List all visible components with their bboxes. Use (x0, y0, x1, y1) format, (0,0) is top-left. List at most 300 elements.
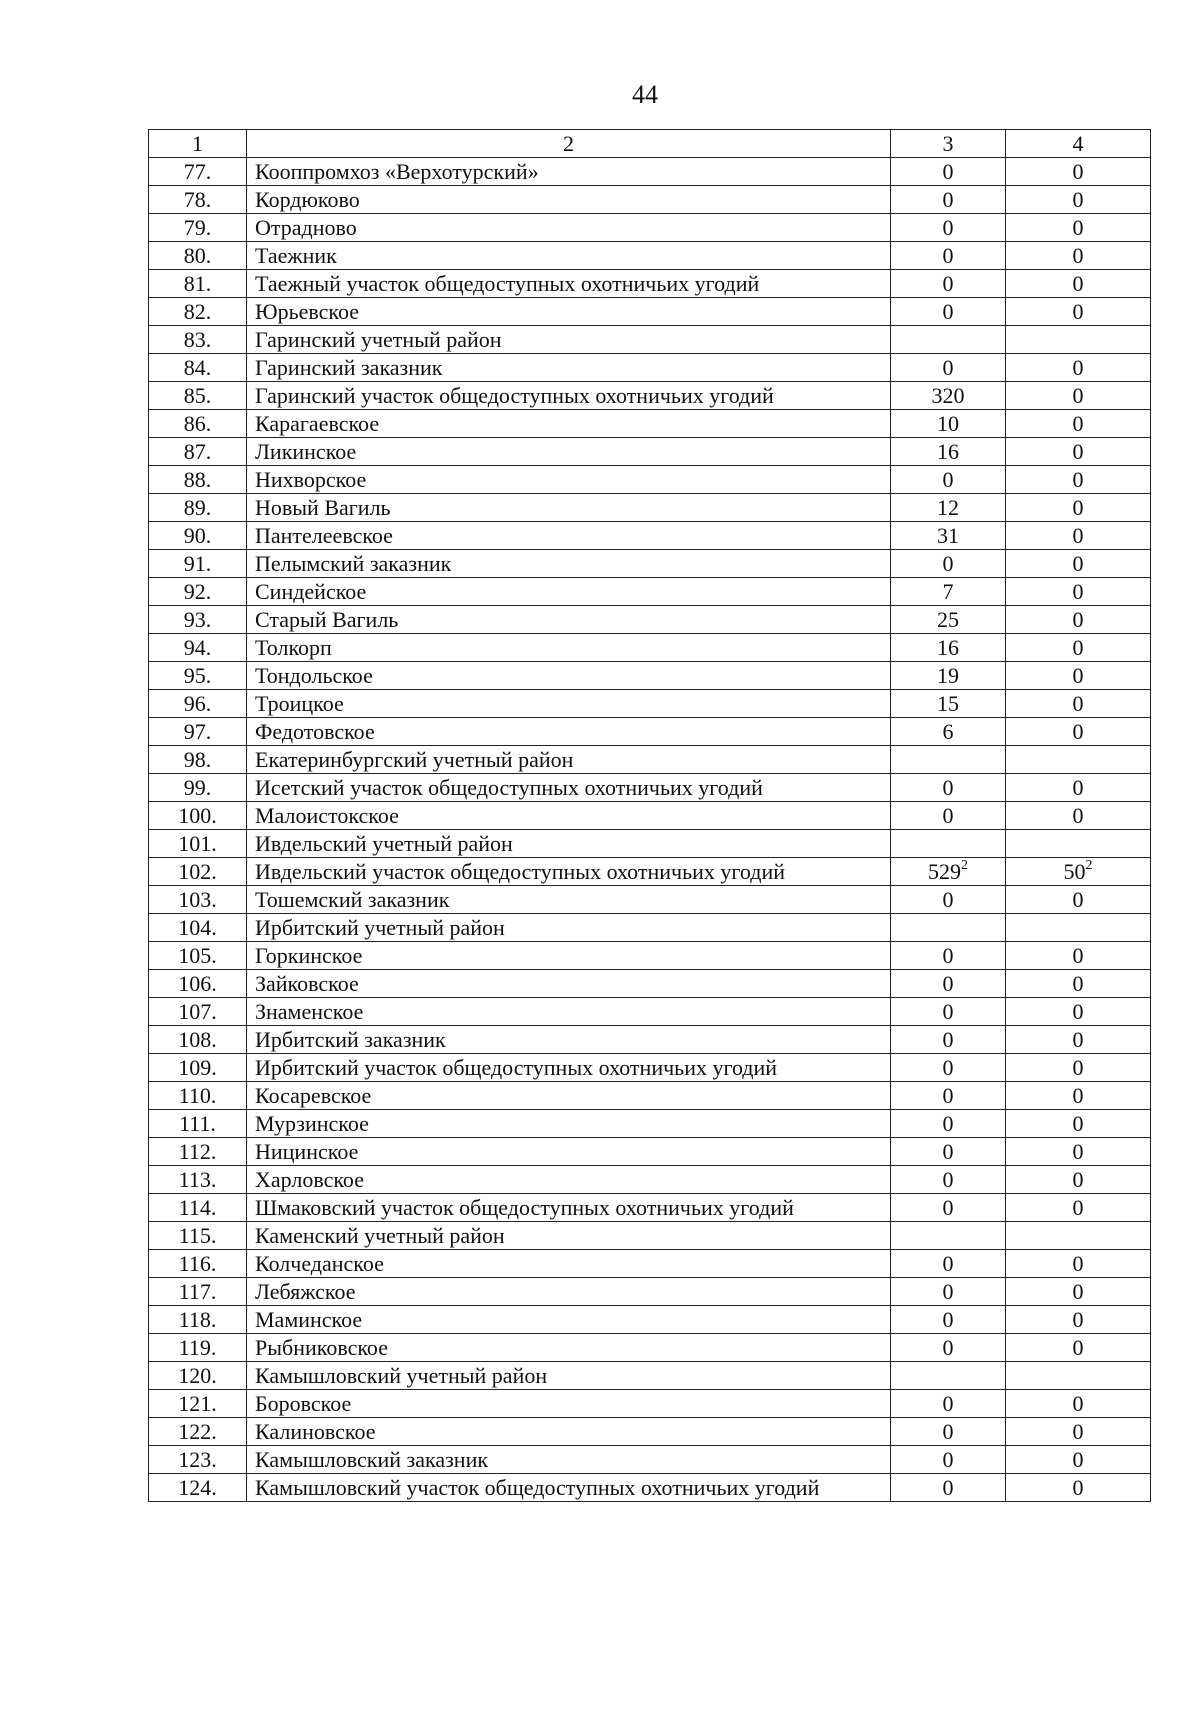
row-value-col3 (891, 354, 1006, 382)
row-number: 119. (149, 1334, 247, 1362)
row-value-col3 (891, 1082, 1006, 1110)
value-text: 7 (942, 579, 954, 604)
table-row (149, 858, 1151, 886)
row-value-col4 (1006, 998, 1151, 1026)
value-text: 0 (1072, 691, 1084, 716)
row-number: 107. (149, 998, 247, 1026)
row-name: Исетский участок общедоступных охотничьих угодий (247, 774, 891, 802)
table-row (149, 522, 1151, 550)
row-number: 96. (149, 690, 247, 718)
table-row (149, 970, 1151, 998)
row-value-col4 (1006, 914, 1151, 942)
row-value-col3 (891, 606, 1006, 634)
value-text: 0 (942, 999, 954, 1024)
row-number: 83. (149, 326, 247, 354)
row-number: 108. (149, 1026, 247, 1054)
row-value-col3 (891, 690, 1006, 718)
row-value-col4 (1006, 1138, 1151, 1166)
row-number: 114. (149, 1194, 247, 1222)
row-name: Шмаковский участок общедоступных охотничьих угодий (247, 1194, 891, 1222)
table-row (149, 1194, 1151, 1222)
table-row (149, 690, 1151, 718)
row-value-col3 (891, 1390, 1006, 1418)
row-value-col4 (1006, 1026, 1151, 1054)
row-value-col4 (1006, 830, 1151, 858)
row-number: 120. (149, 1362, 247, 1390)
table-row (149, 1110, 1151, 1138)
value-text: 0 (1072, 971, 1084, 996)
row-value-col3 (891, 802, 1006, 830)
row-number: 99. (149, 774, 247, 802)
row-value-col3 (891, 858, 1006, 886)
row-value-col4 (1006, 1110, 1151, 1138)
row-number: 91. (149, 550, 247, 578)
row-value-col3 (891, 1054, 1006, 1082)
row-name: Екатеринбургский учетный район (247, 746, 891, 774)
value-text: 0 (942, 271, 954, 296)
value-text: 0 (1072, 887, 1084, 912)
row-name: Гаринский участок общедоступных охотничьих угодий (247, 382, 891, 410)
value-text: 0 (1072, 1139, 1084, 1164)
row-number: 109. (149, 1054, 247, 1082)
table-row (149, 186, 1151, 214)
row-number: 123. (149, 1446, 247, 1474)
row-name: Каменский учетный район (247, 1222, 891, 1250)
value-text: 16 (937, 439, 959, 464)
row-name: Камышловский учетный район (247, 1362, 891, 1390)
table-row (149, 1418, 1151, 1446)
row-value-col3 (891, 1222, 1006, 1250)
row-value-col4 (1006, 690, 1151, 718)
value-text: 0 (942, 803, 954, 828)
value-text: 0 (942, 467, 954, 492)
value-text: 0 (1072, 1027, 1084, 1052)
row-value-col3 (891, 326, 1006, 354)
row-value-col4 (1006, 326, 1151, 354)
row-name: Федотовское (247, 718, 891, 746)
row-number: 80. (149, 242, 247, 270)
value-text: 0 (1072, 1279, 1084, 1304)
row-number: 89. (149, 494, 247, 522)
row-name: Кордюково (247, 186, 891, 214)
column-header-name: 2 (247, 130, 891, 158)
row-name: Гаринский учетный район (247, 326, 891, 354)
row-value-col3 (891, 830, 1006, 858)
table-row (149, 326, 1151, 354)
row-name: Знаменское (247, 998, 891, 1026)
table-row (149, 634, 1151, 662)
value-text: 16 (937, 635, 959, 660)
row-value-col3 (891, 1362, 1006, 1390)
value-text: 0 (942, 1419, 954, 1444)
row-value-col3 (891, 1474, 1006, 1502)
row-number: 101. (149, 830, 247, 858)
value-text: 0 (1072, 999, 1084, 1024)
value-text: 0 (942, 1111, 954, 1136)
value-text: 0 (1072, 439, 1084, 464)
value-text: 50 (1063, 859, 1086, 884)
row-value-col3 (891, 662, 1006, 690)
value-text: 0 (1072, 551, 1084, 576)
row-name: Ницинское (247, 1138, 891, 1166)
row-number: 122. (149, 1418, 247, 1446)
row-value-col4 (1006, 578, 1151, 606)
row-number: 124. (149, 1474, 247, 1502)
table-row (149, 494, 1151, 522)
row-number: 90. (149, 522, 247, 550)
row-name: Боровское (247, 1390, 891, 1418)
row-value-col4 (1006, 970, 1151, 998)
row-value-col4 (1006, 1082, 1151, 1110)
value-text: 0 (1072, 495, 1084, 520)
value-text: 0 (1072, 159, 1084, 184)
table-row (149, 1278, 1151, 1306)
table-row (149, 242, 1151, 270)
row-value-col3 (891, 550, 1006, 578)
row-name: Нихворское (247, 466, 891, 494)
row-value-col4 (1006, 1334, 1151, 1362)
row-number: 113. (149, 1166, 247, 1194)
value-text: 0 (1072, 411, 1084, 436)
row-number: 104. (149, 914, 247, 942)
row-name: Юрьевское (247, 298, 891, 326)
row-name: Старый Вагиль (247, 606, 891, 634)
page-number: 44 (632, 80, 658, 109)
value-text: 0 (1072, 1475, 1084, 1500)
row-value-col3 (891, 1334, 1006, 1362)
table-row (149, 606, 1151, 634)
table-row (149, 466, 1151, 494)
value-text: 0 (1072, 607, 1084, 632)
row-number: 106. (149, 970, 247, 998)
row-value-col4 (1006, 550, 1151, 578)
row-number: 97. (149, 718, 247, 746)
row-value-col3 (891, 886, 1006, 914)
row-value-col3 (891, 410, 1006, 438)
row-value-col3 (891, 382, 1006, 410)
value-text: 0 (942, 887, 954, 912)
value-text: 0 (942, 1251, 954, 1276)
row-value-col4 (1006, 634, 1151, 662)
value-text: 0 (942, 1139, 954, 1164)
value-text: 0 (942, 551, 954, 576)
value-text: 0 (942, 1279, 954, 1304)
table-row (149, 410, 1151, 438)
table-row (149, 382, 1151, 410)
row-value-col3 (891, 718, 1006, 746)
row-value-col3 (891, 158, 1006, 186)
value-text: 0 (1072, 1391, 1084, 1416)
value-text: 0 (942, 1167, 954, 1192)
row-value-col4 (1006, 1222, 1151, 1250)
row-value-col3 (891, 438, 1006, 466)
row-value-col4 (1006, 1250, 1151, 1278)
value-text: 0 (1072, 1167, 1084, 1192)
row-number: 118. (149, 1306, 247, 1334)
value-text: 0 (942, 971, 954, 996)
row-value-col4 (1006, 662, 1151, 690)
row-value-col4 (1006, 1362, 1151, 1390)
table-row (149, 830, 1151, 858)
table-row (149, 1334, 1151, 1362)
value-text: 0 (1072, 635, 1084, 660)
row-name: Тондольское (247, 662, 891, 690)
value-text: 0 (1072, 1307, 1084, 1332)
row-value-col3 (891, 522, 1006, 550)
row-name: Маминское (247, 1306, 891, 1334)
row-value-col4 (1006, 242, 1151, 270)
row-value-col4 (1006, 382, 1151, 410)
row-name: Малоистокское (247, 802, 891, 830)
value-text: 0 (942, 775, 954, 800)
row-number: 121. (149, 1390, 247, 1418)
value-text: 0 (1072, 243, 1084, 268)
table-row (149, 942, 1151, 970)
table-row (149, 1250, 1151, 1278)
row-number: 117. (149, 1278, 247, 1306)
row-number: 77. (149, 158, 247, 186)
value-text: 12 (937, 495, 959, 520)
value-text: 15 (937, 691, 959, 716)
row-name: Синдейское (247, 578, 891, 606)
row-number: 85. (149, 382, 247, 410)
value-text: 0 (1072, 803, 1084, 828)
table-row (149, 1446, 1151, 1474)
row-name: Тошемский заказник (247, 886, 891, 914)
row-value-col4 (1006, 1194, 1151, 1222)
value-text: 0 (942, 187, 954, 212)
row-number: 93. (149, 606, 247, 634)
row-value-col3 (891, 466, 1006, 494)
value-text: 0 (1072, 663, 1084, 688)
row-name: Ивдельский учетный район (247, 830, 891, 858)
value-text: 0 (942, 355, 954, 380)
row-number: 94. (149, 634, 247, 662)
row-value-col4 (1006, 494, 1151, 522)
row-value-col4 (1006, 1418, 1151, 1446)
row-name: Толкорп (247, 634, 891, 662)
value-text: 10 (937, 411, 959, 436)
table-row (149, 802, 1151, 830)
row-value-col4 (1006, 1474, 1151, 1502)
table-row (149, 158, 1151, 186)
row-number: 95. (149, 662, 247, 690)
value-text: 0 (1072, 299, 1084, 324)
value-text: 19 (937, 663, 959, 688)
row-name: Ивдельский участок общедоступных охотничьих угодий (247, 858, 891, 886)
row-value-col4 (1006, 1390, 1151, 1418)
row-value-col3 (891, 270, 1006, 298)
row-value-col4 (1006, 270, 1151, 298)
row-name: Камышловский участок общедоступных охотничьих угодий (247, 1474, 891, 1502)
table-body (149, 158, 1151, 1502)
row-value-col4 (1006, 718, 1151, 746)
value-text: 0 (942, 1027, 954, 1052)
row-name: Пелымский заказник (247, 550, 891, 578)
value-text: 0 (942, 1195, 954, 1220)
value-text: 0 (1072, 467, 1084, 492)
value-text: 0 (1072, 355, 1084, 380)
row-value-col4 (1006, 354, 1151, 382)
column-header-number: 1 (149, 130, 247, 158)
table-row (149, 1390, 1151, 1418)
row-name: Зайковское (247, 970, 891, 998)
table-row (149, 1306, 1151, 1334)
value-text: 0 (1072, 1335, 1084, 1360)
row-name: Мурзинское (247, 1110, 891, 1138)
value-text: 0 (942, 1475, 954, 1500)
row-value-col4 (1006, 186, 1151, 214)
row-value-col3 (891, 298, 1006, 326)
row-value-col3 (891, 1250, 1006, 1278)
value-text: 0 (1072, 1083, 1084, 1108)
row-name: Ирбитский учетный район (247, 914, 891, 942)
row-name: Ликинское (247, 438, 891, 466)
row-number: 92. (149, 578, 247, 606)
row-name: Горкинское (247, 942, 891, 970)
row-name: Пантелеевское (247, 522, 891, 550)
row-value-col3 (891, 1166, 1006, 1194)
table-row (149, 578, 1151, 606)
row-value-col4 (1006, 410, 1151, 438)
table-row (149, 718, 1151, 746)
row-value-col4 (1006, 158, 1151, 186)
hunting-grounds-table (148, 129, 1151, 1502)
row-number: 88. (149, 466, 247, 494)
row-number: 100. (149, 802, 247, 830)
value-text: 25 (937, 607, 959, 632)
value-text: 6 (942, 719, 954, 744)
row-value-col3 (891, 1138, 1006, 1166)
value-text: 529 (928, 859, 961, 884)
row-number: 112. (149, 1138, 247, 1166)
row-value-col4 (1006, 886, 1151, 914)
column-header-col3: 3 (891, 130, 1006, 158)
row-value-col3 (891, 746, 1006, 774)
row-value-col4 (1006, 606, 1151, 634)
row-value-col3 (891, 186, 1006, 214)
table-row (149, 550, 1151, 578)
row-number: 105. (149, 942, 247, 970)
row-number: 98. (149, 746, 247, 774)
row-value-col4 (1006, 466, 1151, 494)
row-number: 81. (149, 270, 247, 298)
row-value-col3 (891, 1110, 1006, 1138)
value-text: 0 (1072, 1055, 1084, 1080)
row-value-col3 (891, 494, 1006, 522)
value-text: 0 (1072, 719, 1084, 744)
row-name: Лебяжское (247, 1278, 891, 1306)
row-value-col4 (1006, 858, 1151, 886)
value-text: 0 (1072, 775, 1084, 800)
value-text: 0 (942, 1391, 954, 1416)
row-name: Колчеданское (247, 1250, 891, 1278)
row-value-col4 (1006, 802, 1151, 830)
row-value-col3 (891, 578, 1006, 606)
row-number: 84. (149, 354, 247, 382)
value-text: 0 (1072, 579, 1084, 604)
row-number: 102. (149, 858, 247, 886)
row-value-col4 (1006, 1054, 1151, 1082)
row-value-col3 (891, 214, 1006, 242)
row-value-col3 (891, 1026, 1006, 1054)
value-text: 0 (1072, 1195, 1084, 1220)
row-value-col3 (891, 998, 1006, 1026)
row-value-col3 (891, 634, 1006, 662)
row-name: Новый Вагиль (247, 494, 891, 522)
row-name: Отрадново (247, 214, 891, 242)
value-text: 0 (942, 215, 954, 240)
table-row (149, 1362, 1151, 1390)
row-number: 87. (149, 438, 247, 466)
row-value-col3 (891, 914, 1006, 942)
row-number: 79. (149, 214, 247, 242)
table-row (149, 914, 1151, 942)
table-row (149, 1138, 1151, 1166)
row-name: Косаревское (247, 1082, 891, 1110)
row-number: 78. (149, 186, 247, 214)
row-value-col3 (891, 970, 1006, 998)
value-text: 0 (942, 299, 954, 324)
row-name: Кооппромхоз «Верхотурский» (247, 158, 891, 186)
row-value-col3 (891, 1306, 1006, 1334)
row-name: Гаринский заказник (247, 354, 891, 382)
row-number: 86. (149, 410, 247, 438)
row-number: 82. (149, 298, 247, 326)
column-header-col4: 4 (1006, 130, 1151, 158)
value-text: 0 (942, 1447, 954, 1472)
row-number: 103. (149, 886, 247, 914)
value-text: 0 (1072, 271, 1084, 296)
value-text: 0 (1072, 383, 1084, 408)
row-name: Рыбниковское (247, 1334, 891, 1362)
row-name: Калиновское (247, 1418, 891, 1446)
row-value-col3 (891, 1194, 1006, 1222)
row-name: Харловское (247, 1166, 891, 1194)
value-text: 0 (942, 159, 954, 184)
table-row (149, 774, 1151, 802)
value-text: 0 (942, 943, 954, 968)
row-value-col4 (1006, 1446, 1151, 1474)
row-value-col4 (1006, 774, 1151, 802)
row-number: 110. (149, 1082, 247, 1110)
value-text: 31 (937, 523, 959, 548)
value-text: 0 (942, 243, 954, 268)
row-value-col4 (1006, 942, 1151, 970)
row-name: Ирбитский заказник (247, 1026, 891, 1054)
table-row (149, 1026, 1151, 1054)
table-row (149, 886, 1151, 914)
row-value-col4 (1006, 298, 1151, 326)
value-text: 0 (942, 1335, 954, 1360)
table-row (149, 214, 1151, 242)
row-value-col4 (1006, 214, 1151, 242)
table-row (149, 1166, 1151, 1194)
value-text: 0 (1072, 943, 1084, 968)
row-value-col4 (1006, 522, 1151, 550)
value-text: 320 (931, 383, 965, 408)
row-name: Камышловский заказник (247, 1446, 891, 1474)
value-text: 0 (942, 1055, 954, 1080)
row-name: Ирбитский участок общедоступных охотничьих угодий (247, 1054, 891, 1082)
row-name: Троицкое (247, 690, 891, 718)
row-name: Таежник (247, 242, 891, 270)
row-value-col3 (891, 1446, 1006, 1474)
row-value-col4 (1006, 1166, 1151, 1194)
row-value-col4 (1006, 1306, 1151, 1334)
row-number: 111. (149, 1110, 247, 1138)
footnote-mark: 2 (961, 857, 968, 873)
